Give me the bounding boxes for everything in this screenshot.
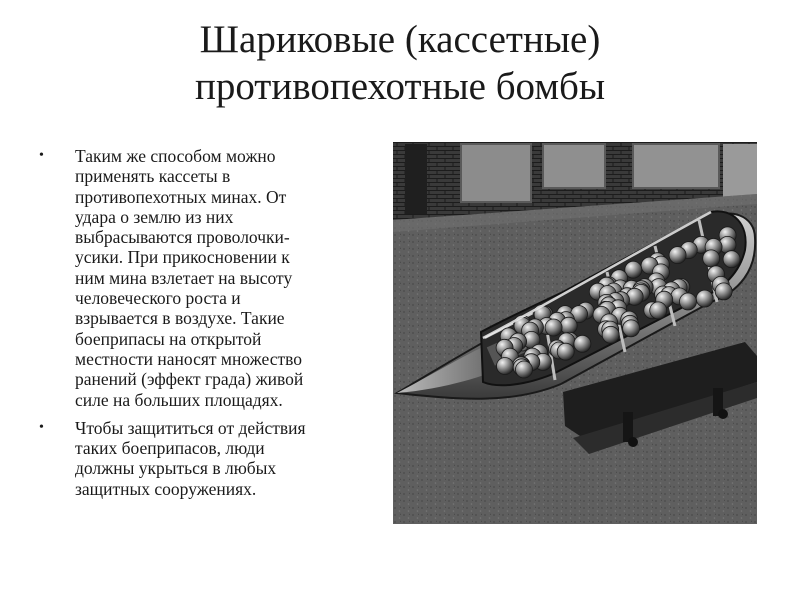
bullet-dot: • [39,419,44,435]
bullet-line: силе на больших площадях. [75,389,283,410]
bullet-item [34,418,379,499]
bullet-line: ранений (эффект града) живой [75,369,304,390]
steel-ball [650,302,667,319]
bullet-line: защитных сооружениях. [75,478,257,499]
bullet-list [34,146,379,507]
steel-ball [715,283,732,300]
bullet-line: Таким же способом можно [75,146,276,166]
bullet-line: взрывается в воздухе. Такие [75,308,285,329]
steel-ball [623,320,640,337]
bullet-line: человеческого роста и [75,288,241,309]
bullet-line: выбрасываются проволочки- [75,227,290,248]
bullet-line: таких боеприпасов, люди [75,438,265,459]
steel-ball [602,326,619,343]
slide-title [80,16,720,110]
bullet-line: усики. При прикосновении к [75,247,290,268]
steel-ball [574,335,591,352]
bullet-line: боеприпасы на открытой [75,328,262,349]
bullet-item [34,146,379,410]
steel-ball [723,251,740,268]
steel-ball [545,319,562,336]
steel-ball [516,361,533,378]
bullet-line: ним мина взлетает на высоту [75,267,293,288]
steel-ball [560,317,577,334]
bullet-line: удара о землю из них [75,206,234,227]
steel-ball [669,247,686,264]
steel-ball [703,250,720,267]
steel-ball [497,358,514,375]
steel-ball [557,343,574,360]
slide-title-line-1: Шариковые (кассетные) [199,18,601,61]
bullet-line: противопехотных минах. От [75,186,287,207]
bullet-dot: • [39,148,44,163]
bullet-line: Чтобы защититься от действия [75,417,306,438]
steel-ball [696,290,713,307]
cluster-bomb-cutaway-photo [393,142,757,524]
steel-ball [680,293,697,310]
bullet-line: должны укрыться в любых [75,458,277,479]
bullet-line: местности наносят множество [75,348,303,369]
slide-title-line-2: противопехотные бомбы [194,65,606,108]
bullet-line: применять кассеты в [75,166,231,187]
